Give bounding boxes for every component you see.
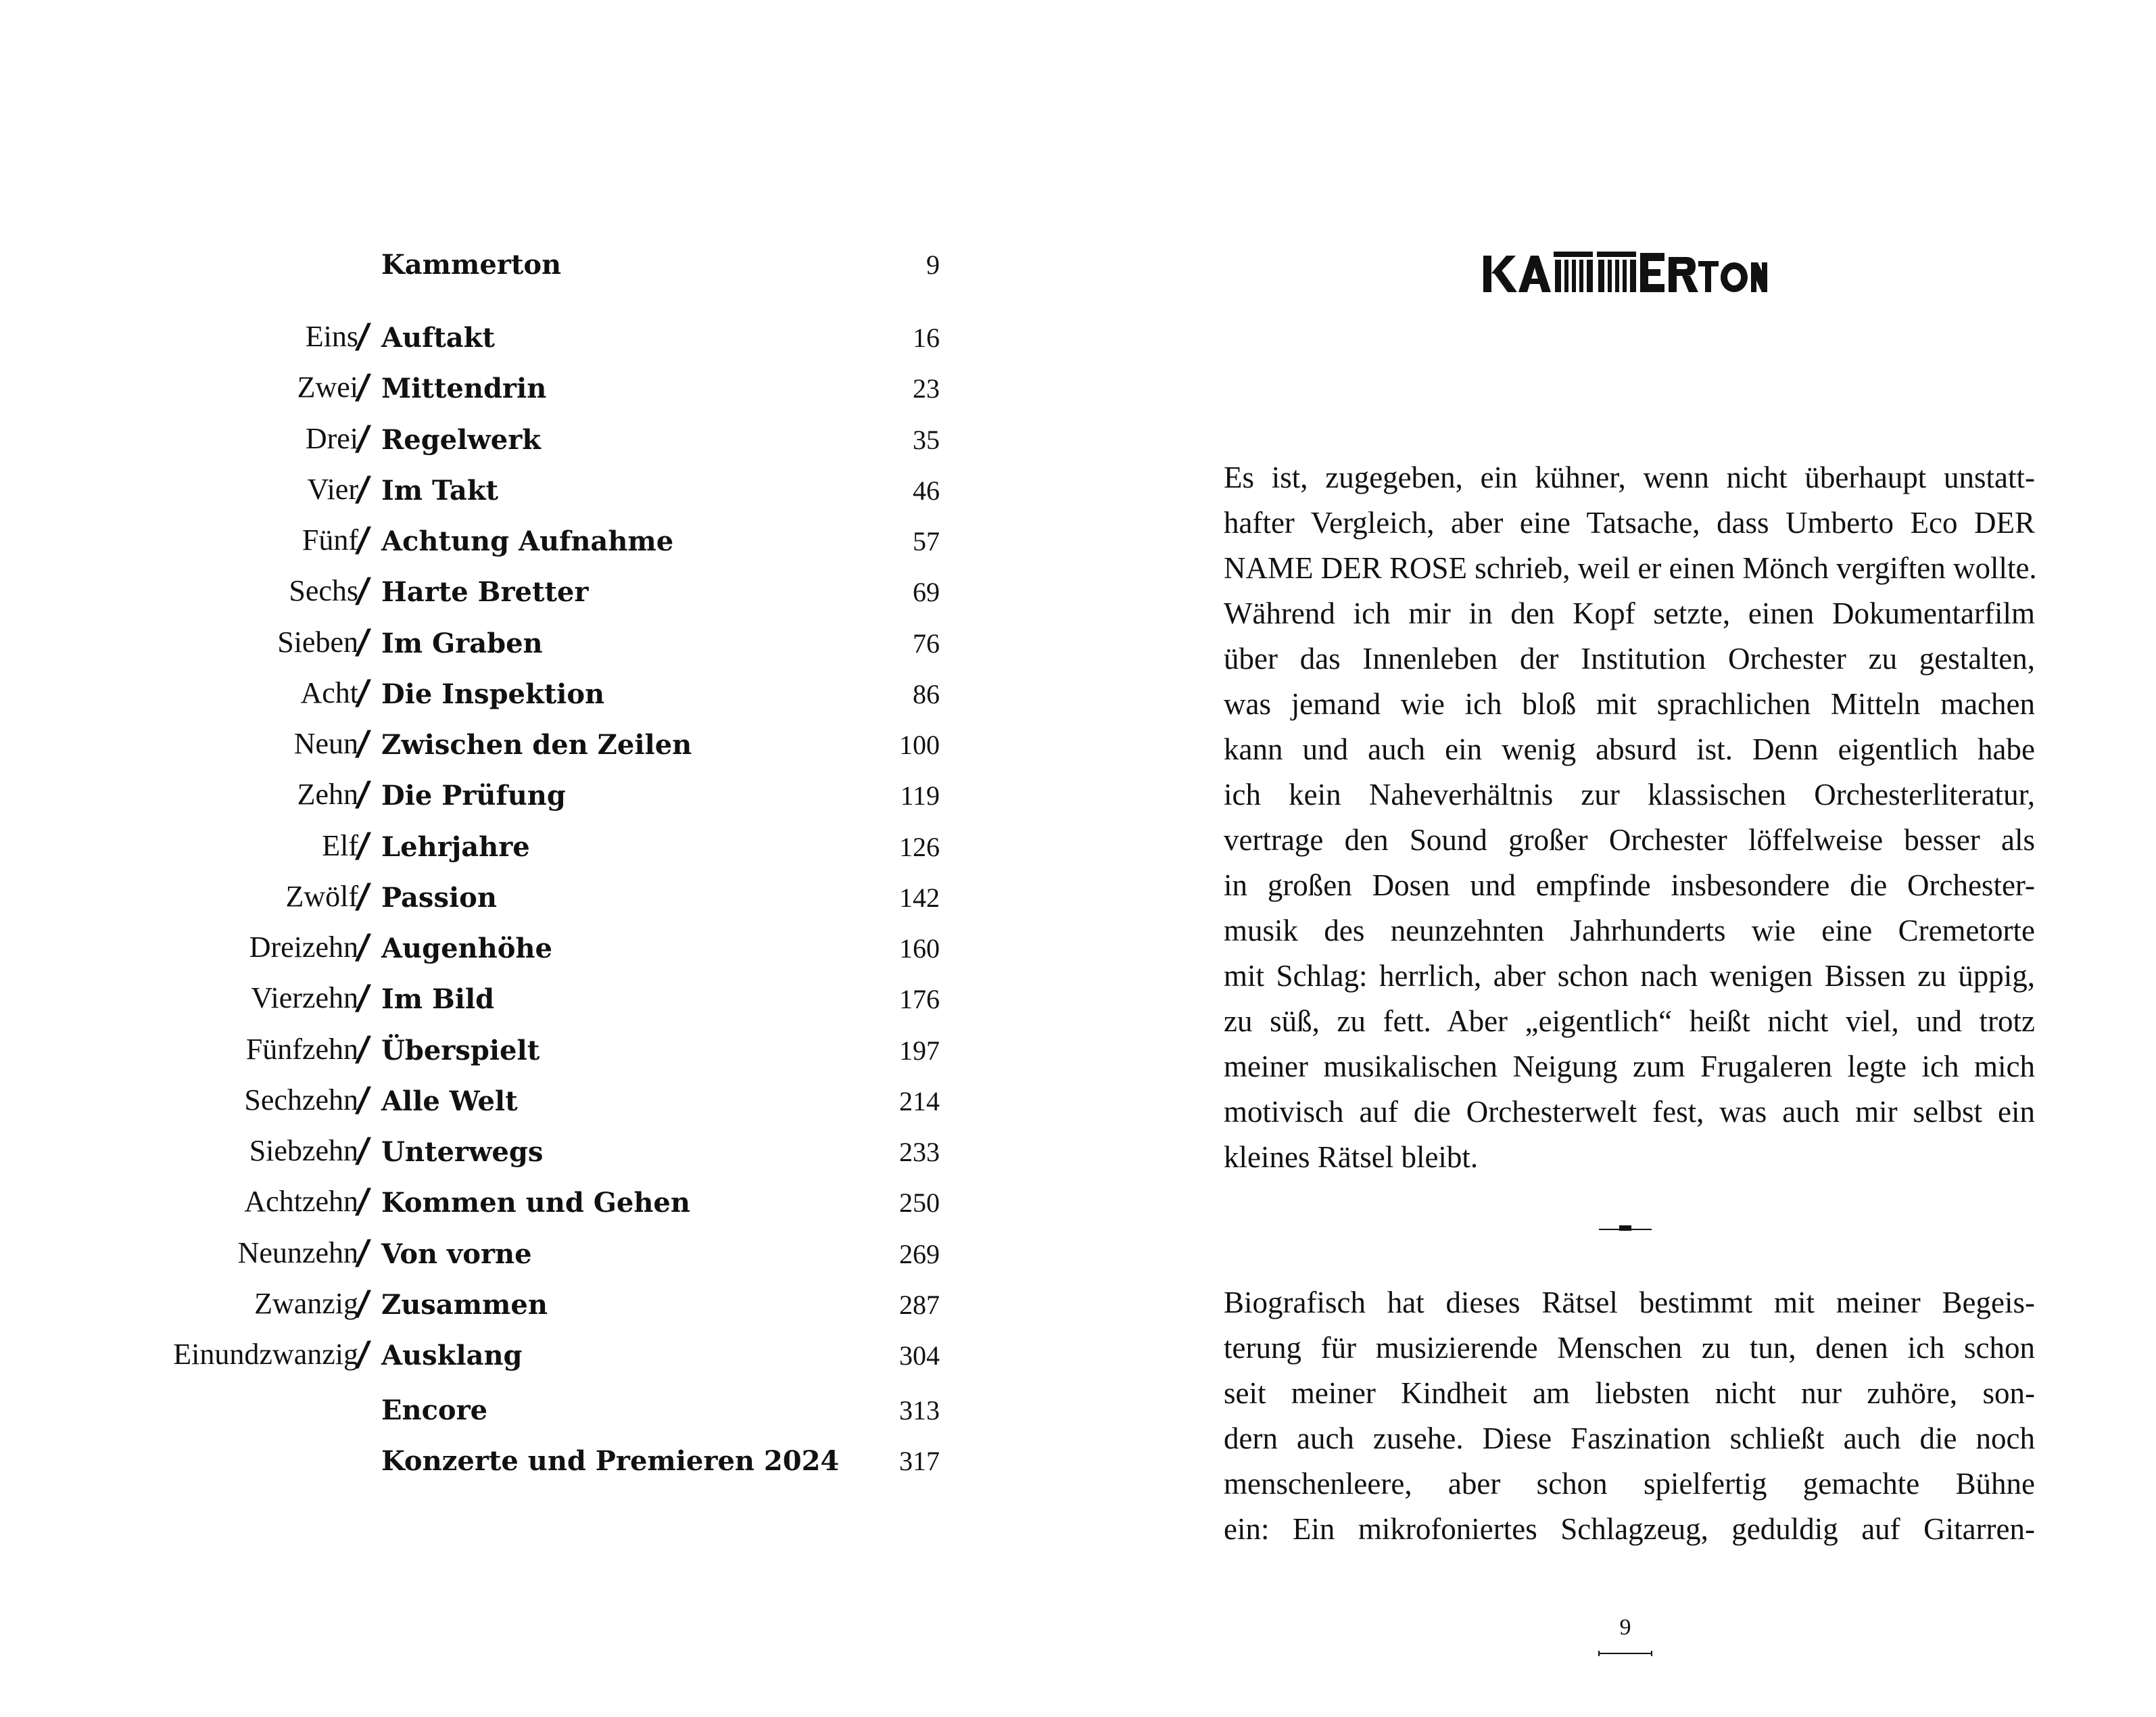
toc-entry[interactable]: [0, 918, 1078, 966]
toc-separator: /: [354, 571, 373, 611]
toc-chapter-title: Lehrjahre: [381, 830, 530, 863]
body-line: Es ist, zugegeben, ein kühner, wenn nicht überhaupt unstatt-: [1224, 461, 2035, 494]
body-paragraph-2: [1224, 1280, 2035, 1552]
toc-chapter-title: Kammerton: [381, 249, 562, 281]
toc-chapter-number: Neunzehn: [237, 1236, 358, 1269]
body-line: terung für musizierende Menschen zu tun, denen ich schon: [1224, 1331, 2035, 1365]
toc-chapter-title: Die Inspektion: [381, 678, 605, 710]
toc-separator: /: [354, 1334, 373, 1373]
body-line: hafter Vergleich, aber eine Tatsache, dass Umberto Eco DER: [1224, 506, 2035, 540]
toc-page-number: 16: [913, 323, 940, 353]
toc-chapter-title: Ausklang: [381, 1340, 523, 1371]
toc-page-number: 119: [900, 780, 940, 812]
toc-page-number: 86: [913, 678, 940, 709]
toc-chapter-title: Alle Welt: [381, 1085, 518, 1117]
toc-chapter-title: Überspielt: [381, 1034, 540, 1066]
toc-chapter-number: Eins: [305, 320, 358, 353]
toc-page-number: 160: [899, 933, 940, 964]
toc-chapter-title: Harte Bretter: [381, 576, 589, 609]
chapter-title-logotype: [1483, 249, 1767, 299]
toc-entry[interactable]: [0, 561, 1078, 611]
toc-entry[interactable]: [0, 663, 1078, 712]
toc-chapter-title: Augenhöhe: [381, 933, 552, 964]
page-number-rule: [1598, 1650, 1652, 1657]
body-paragraph-1: [1224, 455, 2035, 1180]
toc-chapter-number: Zwölf: [285, 879, 358, 913]
toc-chapter-number: Sechzehn: [244, 1083, 358, 1116]
toc-page-number: 250: [899, 1187, 940, 1219]
toc-separator: /: [354, 1029, 373, 1068]
toc-entry[interactable]: [0, 511, 1078, 559]
toc-chapter-number: Elf: [322, 828, 358, 862]
toc-chapter-title: Auftakt: [381, 322, 495, 354]
body-line: über das Innenleben der Institution Orchester zu gestalten,: [1224, 642, 2035, 676]
toc-page-number: 57: [913, 526, 940, 557]
toc-page-number: 269: [899, 1238, 940, 1269]
body-line: Biografisch hat dieses Rätsel bestimmt mit meiner Begeis-: [1224, 1286, 2035, 1319]
body-line: mit Schlag: herrlich, aber schon nach wenigen Bissen zu üppig,: [1224, 959, 2035, 993]
toc-page-number: 197: [899, 1035, 940, 1066]
toc-chapter-number: Acht: [300, 676, 358, 709]
toc-separator: /: [354, 1232, 373, 1272]
toc-chapter-title: Regelwerk: [381, 423, 541, 456]
toc-chapter-title: Von vorne: [381, 1238, 532, 1270]
page-number-text: 9: [1619, 1615, 1631, 1640]
toc-page-number: 317: [899, 1446, 940, 1476]
toc-page-number: 313: [899, 1395, 940, 1426]
toc-chapter-number: Achtzehn: [244, 1185, 358, 1219]
toc-chapter-number: Einundzwanzig: [173, 1338, 358, 1371]
toc-page-number: 76: [913, 628, 940, 659]
toc-page-number: 9: [926, 250, 940, 280]
toc-chapter-number: Drei: [305, 421, 358, 455]
toc-page-number: 100: [899, 730, 940, 760]
toc-entry[interactable]: [0, 714, 1078, 763]
body-line: in großen Dosen und empfinde insbesondere die Orchester-: [1224, 868, 2035, 902]
body-line: kann und auch ein wenig absurd ist. Denn eigentlich habe: [1224, 732, 2035, 766]
toc-entry[interactable]: [0, 1274, 1078, 1323]
toc-chapter-number: Neun: [293, 727, 358, 760]
toc-separator: /: [354, 1079, 373, 1119]
toc-entry[interactable]: [0, 1380, 1078, 1424]
body-line: was jemand wie ich bloß mit sprachlichen Mitteln machen: [1224, 687, 2035, 721]
toc-chapter-title: Passion: [381, 881, 497, 914]
body-line: menschenleere, aber schon spielfertig gemachte Bühne: [1224, 1467, 2035, 1501]
toc-entry[interactable]: [0, 1020, 1078, 1068]
body-line: musik des neunzehnten Jahrhunderts wie eine Cremetorte: [1224, 914, 2035, 947]
toc-chapter-title: Im Bild: [381, 983, 495, 1016]
toc-chapter-number: Siebzehn: [249, 1134, 358, 1167]
toc-chapter-number: Zehn: [297, 778, 358, 812]
toc-chapter-number: Sieben: [277, 625, 358, 659]
toc-page-number: 126: [899, 831, 940, 862]
page-number: [1591, 1616, 1659, 1657]
toc-separator: /: [354, 1283, 373, 1323]
toc-entry[interactable]: [0, 358, 1078, 407]
toc-entry[interactable]: [0, 1223, 1078, 1272]
chapter-page: [1078, 0, 2156, 1717]
toc-chapter-title: Achtung Aufnahme: [381, 525, 674, 557]
toc-page-number: 233: [899, 1137, 940, 1167]
body-line: Während ich mir in den Kopf setzte, einen Dokumentarfilm: [1224, 596, 2035, 630]
body-line: zu süß, zu fett. Aber „eigentlich“ heißt nicht viel, und trotz: [1224, 1004, 2035, 1038]
toc-chapter-title: Die Prüfung: [381, 780, 566, 812]
body-line: ein: Ein mikrofoniertes Schlagzeug, geduldig auf Gitarren-: [1224, 1512, 2035, 1546]
toc-entry[interactable]: [0, 1325, 1078, 1373]
body-line: motivisch auf die Orchesterwelt fest, was auch mir selbst ein: [1224, 1095, 2035, 1129]
toc-separator: /: [354, 316, 373, 356]
body-line: dern auch zusehe. Diese Faszination schließt auch die noch: [1224, 1421, 2035, 1455]
toc-separator: /: [354, 520, 373, 559]
toc-chapter-title: Im Graben: [381, 627, 543, 659]
toc-separator: /: [354, 825, 373, 865]
toc-separator: /: [354, 1131, 373, 1170]
toc-page-number: 304: [899, 1340, 940, 1371]
toc-separator: /: [354, 672, 373, 712]
body-line: vertrage den Sound großer Orchester löffelweise besser als: [1224, 823, 2035, 857]
toc-separator: /: [354, 774, 373, 814]
toc-entry[interactable]: [0, 968, 1078, 1018]
toc-chapter-number: Vier: [307, 472, 358, 506]
toc-chapter-number: Vierzehn: [251, 981, 358, 1015]
toc-separator: /: [354, 621, 373, 661]
toc-chapter-title: Zusammen: [381, 1288, 548, 1321]
toc-chapter-number: Zwanzig: [254, 1286, 358, 1320]
body-line: kleines Rätsel bleibt.: [1224, 1140, 1479, 1174]
section-divider: [1599, 1225, 1652, 1231]
toc-page-number: 23: [913, 373, 940, 404]
toc-page-number: 214: [899, 1085, 940, 1116]
toc-page-number: 287: [899, 1289, 940, 1320]
toc-page-number: 176: [899, 984, 940, 1015]
toc-chapter-title: Unterwegs: [381, 1136, 544, 1168]
toc-entry[interactable]: [0, 307, 1078, 356]
toc-chapter-number: Fünfzehn: [245, 1032, 358, 1066]
toc-chapter-number: Dreizehn: [249, 931, 358, 964]
toc-separator: /: [354, 876, 373, 916]
toc-separator: /: [354, 1181, 373, 1221]
toc-chapter-number: Zwei: [297, 371, 358, 404]
toc-page-number: 69: [913, 577, 940, 608]
toc-entry[interactable]: [0, 1071, 1078, 1119]
toc-separator: /: [354, 927, 373, 966]
toc-chapter-title: Zwischen den Zeilen: [381, 729, 692, 761]
toc-separator: /: [354, 724, 373, 763]
body-line: NAME DER ROSE schrieb, weil er einen Mönch vergiften wollte.: [1224, 551, 2037, 585]
toc-entry[interactable]: [0, 867, 1078, 916]
toc-entry[interactable]: [0, 613, 1078, 661]
toc-separator: /: [354, 418, 373, 458]
toc-entry[interactable]: [0, 1430, 1078, 1475]
body-line: meiner musikalischen Neigung zum Frugaleren legte ich mich: [1224, 1050, 2035, 1083]
toc-separator: /: [354, 367, 373, 407]
toc-separator: /: [354, 978, 373, 1018]
toc-entry[interactable]: [0, 816, 1078, 865]
toc-chapter-title: Im Takt: [381, 474, 499, 507]
toc-page-number: 142: [899, 882, 940, 913]
toc-chapter-title: Kommen und Gehen: [381, 1187, 690, 1219]
toc-chapter-title: Encore: [381, 1394, 488, 1426]
toc-chapter-title: Konzerte und Premieren 2024: [381, 1445, 840, 1477]
toc-chapter-number: Fünf: [302, 523, 358, 557]
toc-page-number: 35: [913, 424, 940, 455]
body-line: ich kein Naheverhältnis zur klassischen Orchesterliteratur,: [1224, 778, 2035, 812]
toc-entry[interactable]: [0, 1172, 1078, 1221]
toc-entry[interactable]: [0, 460, 1078, 509]
body-line: seit meiner Kindheit am liebsten nicht nur zuhöre, son-: [1224, 1376, 2035, 1410]
toc-entry[interactable]: [0, 409, 1078, 458]
toc-separator: /: [354, 469, 373, 509]
toc-entry[interactable]: [0, 765, 1078, 814]
toc-entry[interactable]: [0, 234, 1078, 279]
toc-entry[interactable]: [0, 1121, 1078, 1170]
toc-chapter-title: Mittendrin: [381, 373, 547, 405]
toc-page-number: 46: [913, 475, 940, 506]
toc-chapter-number: Sechs: [289, 574, 358, 608]
